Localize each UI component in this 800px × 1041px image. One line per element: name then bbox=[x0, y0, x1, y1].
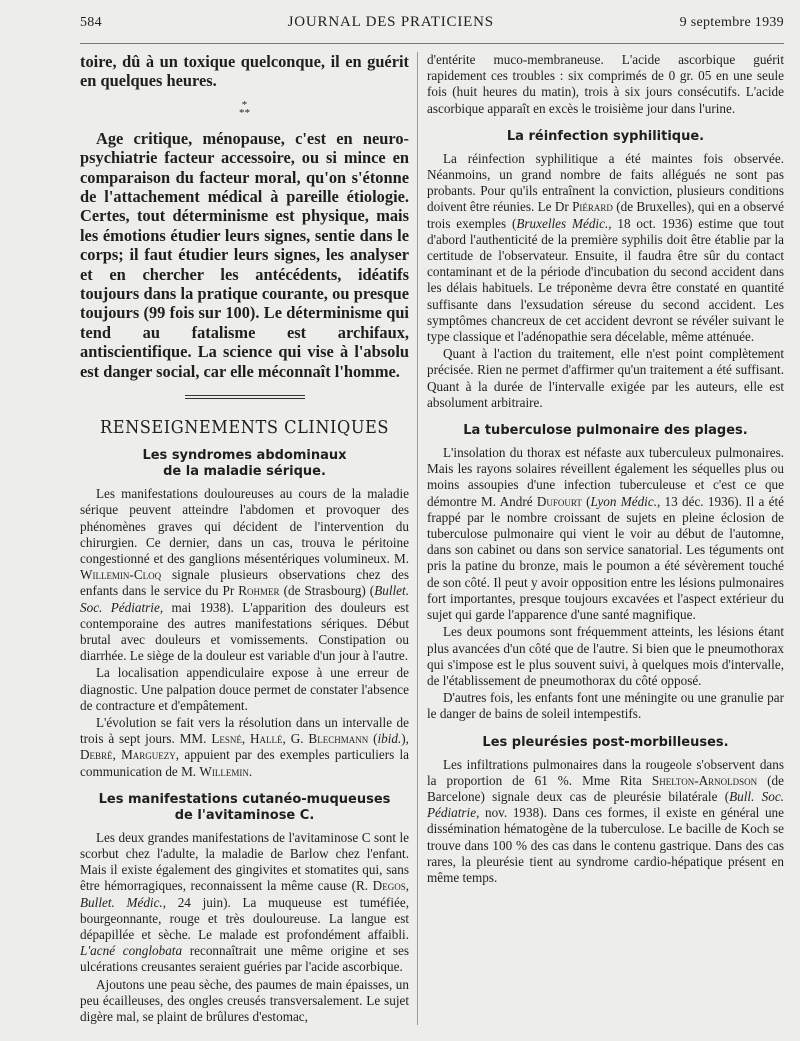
journal-title: JOURNAL DES PRATICIENS bbox=[287, 14, 494, 30]
section-rule bbox=[185, 395, 305, 399]
abdominal-paragraph-1: Les manifestations douloureuses au cours de la maladie sérique peuvent atteindre l'abdomen et provoquer des phénomènes graves qui décident de l'intervention du chirurgien. Ce dernier, dans un cas, trouva le péritoine congestionné et des ganglions mésentériques volumineux. M. Willemin-Cloq signale plusieurs observations chez des enfants dans le service du Pr Rohmer (de Strasbourg) (Bullet. Soc. Pédiatrie, mai 1938). L'apparition des douleurs est contemporaine des autres manifestations sériques. Début brutal avec douleurs et vomissements. Constipation ou diarrhée. Le siège de la douleur est variable d'un jour à l'autre. bbox=[80, 486, 409, 664]
tuberculosis-paragraph-3: D'autres fois, les enfants font une méningite ou une granulie par le danger de bains de soleil intempestifs. bbox=[427, 690, 784, 722]
continuation-paragraph: d'entérite muco-membraneuse. L'acide ascorbique guérit rapidement ces troubles : six comprimés de 0 gr. 05 en une seule fois (huit heures du matin), trois à six jours consécutifs. L'acide ascorbique apparaît en excès le troisième jour dans l'urine. bbox=[427, 52, 784, 116]
asterism-separator: * ** bbox=[239, 98, 250, 119]
abdominal-syndromes-heading: Les syndromes abdominaux de la maladie sérique. bbox=[142, 448, 347, 480]
syphilis-paragraph-1: La réinfection syphilitique a été maintes fois observée. Néanmoins, un grand nombre de faits allégués ne sont pas probants. Pour qu'ils entraînent la conviction, plusieurs conditions doivent être réunies. Le Dr Piérard (de Bruxelles), qui en a observé trois exemples (Bruxelles Médic., 18 oct. 1936) estime que tout d'abord l'authenticité de la première syphilis doit être établie par la certitude de l'observateur. Ensuite, il faudra être sûr du contact contaminant et de la période d'incubation du second accident dans les délais habituels. Le tréponème devra être constaté en quantité suffisante dans l'exsudation séreuse du second accident. Les symptômes chancreux de cet accident devront se révéler suivant le type classique et l'adénopathie sera décelable, même atténuée. bbox=[427, 150, 784, 345]
issue-date: 9 septembre 1939 bbox=[679, 15, 784, 30]
cutaneo-paragraph-2: Ajoutons une peau sèche, des paumes de main épaisses, un peu écailleuses, des ongles creusés transversalement. Le sujet digère mal, se plaint de brûlures d'estomac, bbox=[80, 976, 409, 1024]
running-header bbox=[80, 14, 784, 44]
tuberculosis-paragraph-2: Les deux poumons sont fréquemment atteints, les lésions étant plus avancées d'un côté que de l'autre. Si bien que le pneumothorax qui s'impose est le plus souvent suivi, à quelques mois d'intervalle, de l'établissement de pneumothorax du côté opposé. bbox=[427, 624, 784, 688]
left-column bbox=[80, 52, 417, 1025]
two-column-body bbox=[80, 52, 784, 1025]
editorial-block bbox=[80, 52, 409, 381]
abdominal-paragraph-3: L'évolution se fait vers la résolution dans un intervalle de trois à sept jours. MM. Lesné, Hallé, G. Blechmann (ibid.), Debré, Marguezy, appuient par des exemples particuliers la communication de M. Willemin. bbox=[80, 714, 410, 779]
cutaneo-mucous-heading: Les manifestations cutanéo-muqueuses de l'avitaminose C. bbox=[98, 791, 391, 823]
beach-tuberculosis-heading: La tuberculose pulmonaire des plages. bbox=[463, 423, 748, 439]
section-title: RENSEIGNEMENTS CLINIQUES bbox=[99, 417, 390, 439]
right-column bbox=[417, 52, 784, 1025]
age-critique-paragraph: Age critique, ménopause, c'est en neuro-psychiatrie facteur accessoire, ou si mince en comparaison du facteur moral, qu'on s'étonne de l'attachement médical à pareille étiologie. Certes, tout déterminisme est physique, mais les émotions étudier leurs signes, sentie dans le corps; il faut étudier leurs signes, les analyser et en chercher les antécédents, idéatifs toujours dans la pratique courante, ou presque toujours (99 fois sur 100). Le déterminisme qui tend au fatalisme est archifaux, antiscientifique. La science qui vise à l'absolu est danger social, car elle méconnaît l'homme. bbox=[80, 128, 409, 381]
abdominal-paragraph-2: La localisation appendiculaire expose à une erreur de diagnostic. Une palpation douce permet de constater l'absence de contracture et d'empâtement. bbox=[80, 665, 409, 713]
intro-continuation: toire, dû à un toxique quelconque, il en guérit en quelques heures. bbox=[80, 52, 409, 91]
cutaneo-paragraph-1: Les deux grandes manifestations de l'avitaminose C sont le scorbut chez l'adulte, la maladie de Barlow chez l'enfant. Mais il existe également des gingivites et stomatites qui, sans être hémorragiques, reconnaissent la même cause (R. Degos, Bullet. Médic., 24 juin). La muqueuse est tuméfiée, bourgeonnante, rouge et très douloureuse. La langue est dépapillée et sèche. Le malade est profondément affaibli. L'acné conglobata reconnaîtrait une même origine et ses ulcérations creusantes seraient guéries par l'acide ascorbique. bbox=[80, 829, 409, 975]
pleurisy-paragraph-1: Les infiltrations pulmonaires dans la rougeole s'observent dans la proportion de 61 %. Mme Rita Shelton-Arnoldson (de Barcelone) signale deux cas de pleurésie bilatérale (Bull. Soc. Pédiatrie, nov. 1938). Dans ces formes, il existe en général une dissémination hématogène de la tuberculose. Le bacille de Koch se trouve dans 100 % des cas dans le contenu gastrique. Dans des cas rares, la pleurésie tient au syndrome cardio-hépatique présent en même temps. bbox=[427, 756, 785, 885]
syphilis-reinfection-heading: La réinfection syphilitique. bbox=[506, 128, 705, 144]
post-measles-pleurisy-heading: Les pleurésies post-morbilleuses. bbox=[482, 734, 729, 750]
syphilis-paragraph-2: Quant à l'action du traitement, elle n'est point complètement précisée. Rien ne permet d'affirmer qu'un traitement a été suffisant. Quant à la durée de l'intervalle exigée par les auteurs, elle est absolument arbitraire. bbox=[427, 346, 784, 410]
tuberculosis-paragraph-1: L'insolation du thorax est néfaste aux tuberculeux pulmonaires. Mais les rayons solaires réveillent également les séquelles plus ou moins assoupies d'une infection tuberculeuse et c'est ce que démontre M. André Dufourt (Lyon Médic., 13 déc. 1936). Il a été frappé par le nombre croissant de sujets en pleine éclosion de tuberculose pulmonaire qui vient le voir au début de l'automne, dans son cabinet ou dans son service sanatorial. Les téguments ont pris la patine du bronze, mais le poumon a été sévèrement touché de son côté. Il peut y avoir opposition entre les lésions pulmonaires fort importantes, presque toujours excavées et l'aspect extérieur du sujet qui garde l'apparence d'une santé magnifique. bbox=[427, 445, 784, 623]
page-number: 584 bbox=[80, 15, 102, 30]
clinical-notes-left bbox=[80, 448, 409, 1025]
